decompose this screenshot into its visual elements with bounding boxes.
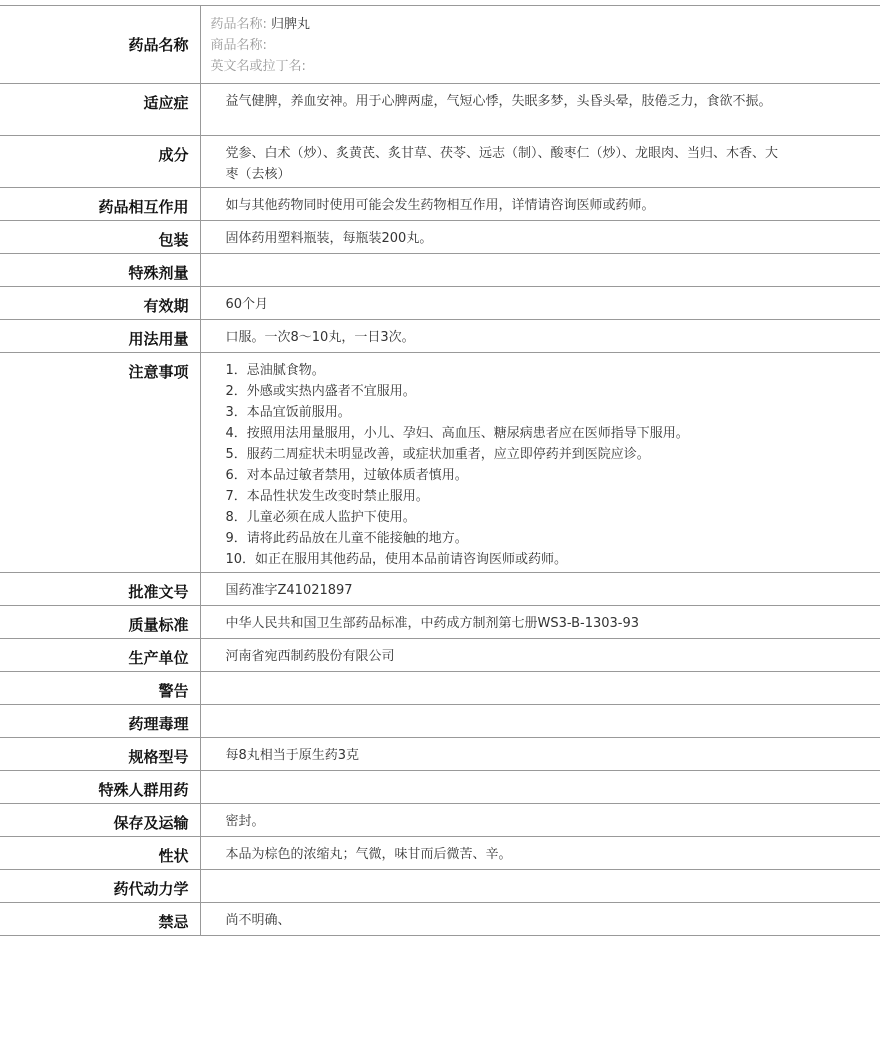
row-standard <box>0 606 880 639</box>
label-storage: 保存及运输 <box>0 804 200 837</box>
label-drug-name: 药品名称 <box>0 6 200 84</box>
generic-name-line <box>211 14 791 35</box>
label-indications: 适应症 <box>0 84 200 136</box>
value-interactions: 如与其他药物同时使用可能会发生药物相互作用，详情请咨询医师或药师。 <box>225 198 655 213</box>
value-usage: 口服。一次8～10丸，一日3次。 <box>225 330 415 345</box>
row-ingredients <box>0 136 880 188</box>
label-shelf-life: 有效期 <box>0 287 200 320</box>
label-specification: 规格型号 <box>0 738 200 771</box>
label-standard: 质量标准 <box>0 606 200 639</box>
label-usage: 用法用量 <box>0 320 200 353</box>
label-ingredients: 成分 <box>0 136 200 188</box>
row-contraindications <box>0 903 880 936</box>
label-special-dosage: 特殊剂量 <box>0 254 200 287</box>
row-approval <box>0 573 880 606</box>
label-description: 性状 <box>0 837 200 870</box>
row-special-groups <box>0 771 880 804</box>
value-storage: 密封。 <box>225 814 265 829</box>
row-storage <box>0 804 880 837</box>
row-shelf-life <box>0 287 880 320</box>
precaution-item: 8．儿童必须在成人监护下使用。 <box>225 510 416 525</box>
precaution-item: 2．外感或实热内盛者不宜服用。 <box>225 384 416 399</box>
precaution-item: 1．忌油腻食物。 <box>225 363 325 378</box>
value-pharmacology <box>200 705 880 738</box>
row-specification <box>0 738 880 771</box>
value-ingredients: 党参、白术（炒）、炙黄芪、炙甘草、茯苓、远志（制）、酸枣仁（炒）、龙眼肉、当归、木香、大枣（去核） <box>225 146 779 182</box>
value-drug-name <box>200 6 880 84</box>
precaution-item: 7．本品性状发生改变时禁止服用。 <box>225 489 429 504</box>
value-special-dosage <box>200 254 880 287</box>
precaution-item: 5．服药二周症状未明显改善，或症状加重者，应立即停药并到医院应诊。 <box>225 447 650 462</box>
label-manufacturer: 生产单位 <box>0 639 200 672</box>
label-packaging: 包装 <box>0 221 200 254</box>
row-precautions <box>0 353 880 573</box>
label-special-groups: 特殊人群用药 <box>0 771 200 804</box>
row-drug-name <box>0 6 880 84</box>
value-warning <box>200 672 880 705</box>
label-interactions: 药品相互作用 <box>0 188 200 221</box>
trade-name-label: 商品名称: <box>210 38 267 53</box>
drug-info-table <box>0 5 880 936</box>
label-warning: 警告 <box>0 672 200 705</box>
label-precautions: 注意事项 <box>0 353 200 573</box>
value-specification: 每8丸相当于原生药3克 <box>225 748 360 763</box>
value-manufacturer: 河南省宛西制药股份有限公司 <box>225 649 395 664</box>
row-pharmacokinetics <box>0 870 880 903</box>
value-contraindications: 尚不明确、 <box>225 913 291 928</box>
row-description <box>0 837 880 870</box>
row-interactions <box>0 188 880 221</box>
generic-name-value: 归脾丸 <box>271 17 311 32</box>
row-manufacturer <box>0 639 880 672</box>
label-approval: 批准文号 <box>0 573 200 606</box>
generic-name-label: 药品名称: <box>210 17 267 32</box>
label-contraindications: 禁忌 <box>0 903 200 936</box>
label-pharmacology: 药理毒理 <box>0 705 200 738</box>
row-usage <box>0 320 880 353</box>
value-packaging: 固体药用塑料瓶装，每瓶装200丸。 <box>225 231 433 246</box>
precaution-item: 4．按照用法用量服用，小儿、孕妇、高血压、糖尿病患者应在医师指导下服用。 <box>225 426 689 441</box>
value-indications: 益气健脾，养血安神。用于心脾两虚，气短心悸，失眠多梦，头昏头晕，肢倦乏力，食欲不振。 <box>225 94 772 109</box>
label-pharmacokinetics: 药代动力学 <box>0 870 200 903</box>
value-special-groups <box>200 771 880 804</box>
precaution-item: 6．对本品过敏者禁用，过敏体质者慎用。 <box>225 468 468 483</box>
value-pharmacokinetics <box>200 870 880 903</box>
precaution-item: 9．请将此药品放在儿童不能接触的地方。 <box>225 531 468 546</box>
row-indications <box>0 84 880 136</box>
precaution-item: 3．本品宜饭前服用。 <box>225 405 351 420</box>
row-special-dosage <box>0 254 880 287</box>
row-packaging <box>0 221 880 254</box>
value-description: 本品为棕色的浓缩丸；气微，味甘而后微苦、辛。 <box>225 847 512 862</box>
english-name-label: 英文名或拉丁名: <box>210 59 306 74</box>
row-pharmacology <box>0 705 880 738</box>
row-warning <box>0 672 880 705</box>
precaution-item: 10．如正在服用其他药品，使用本品前请咨询医师或药师。 <box>225 552 568 567</box>
value-approval: 国药准字Z41021897 <box>225 583 353 598</box>
value-standard: 中华人民共和国卫生部药品标准，中药成方制剂第七册WS3-B-1303-93 <box>225 616 640 631</box>
precautions-list <box>226 360 791 570</box>
value-precautions <box>200 353 880 573</box>
value-shelf-life: 60个月 <box>225 297 269 312</box>
